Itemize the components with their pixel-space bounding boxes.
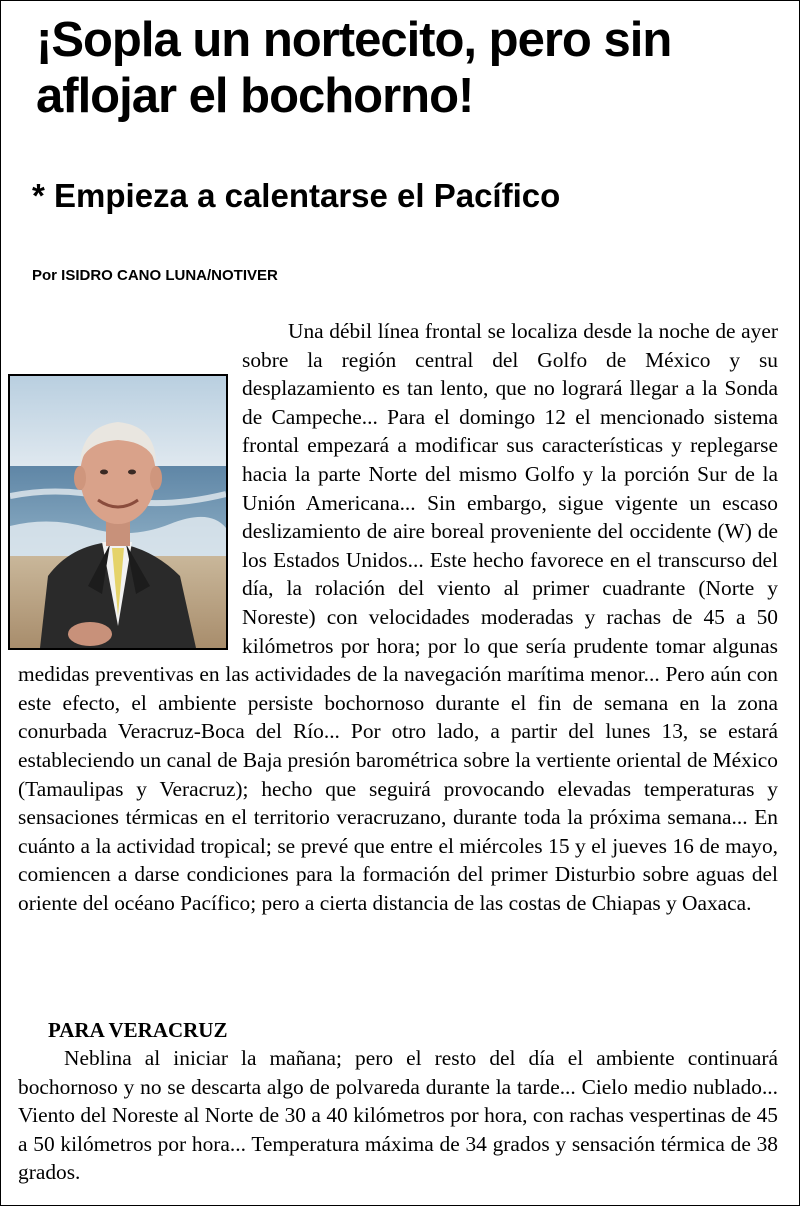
headline: ¡Sopla un nortecito, pero sin aflojar el bochorno! xyxy=(36,13,672,123)
article-paragraph-2 xyxy=(18,1044,778,1187)
author-photo-image xyxy=(10,376,226,648)
author-photo xyxy=(8,374,228,650)
article-paragraph-1 xyxy=(18,317,778,917)
paragraph-2-text: Neblina al iniciar la mañana; pero el resto del día el ambiente continuará bochornoso y no se descarta algo de polvareda durante la tarde... Cielo medio nublado... Viento del Noreste al Norte de 30 a 40 kilómetros por hora, con rachas vespertinas de 45 a 50 kilómetros por hora... Temperatura máxima de 34 grados y sensación térmica de 38 grados. xyxy=(18,1046,778,1185)
paragraph-1-text: Una débil línea frontal se localiza desde la noche de ayer sobre la región central del Golfo de México y su desplazamiento es tan lento, que no logrará llegar a la Sonda de Campeche... Para el domingo 12 el mencionado sistema frontal empezará a modificar sus características y replegarse hacia la parte Norte del mismo Golfo y la porción Sur de la Unión Americana... Sin embargo, sigue vigente un escaso deslizamiento de aire boreal proveniente del occidente (W) de los Estados Unidos... Este hecho favorece en el transcurso del día, la rolación del viento al primer cuadrante (Norte y Noreste) con velocidades moderadas y rachas de 45 a 50 kilómetros por hora; por lo que sería prudente tomar algunas medidas preventivas en las actividades de la navegación marítima menor... Pero aún con este efecto, el ambiente persiste bochornoso durante el fin de semana en la zona conurbada Veracruz-Boca del Río... Por otro lado, a partir del lunes 13, se estará estableciendo un canal de Baja presión barométrica sobre la vertiente oriental de México (Tamaulipas y Veracruz); hecho que seguirá provocando elevadas temperaturas y sensaciones térmicas en el territorio veracruzano, durante toda la próxima semana... En cuánto a la actividad tropical; se prevé que entre el miércoles 15 y el jueves 16 de mayo, comiencen a darse condiciones para la formación del primer Disturbio sobre aguas del oriente del océano Pacífico; pero a cierta distancia de las costas de Chiapas y Oaxaca. xyxy=(18,319,778,915)
byline: Por ISIDRO CANO LUNA/NOTIVER xyxy=(32,267,278,284)
section-title: PARA VERACRUZ xyxy=(48,1018,228,1042)
subheadline: * Empieza a calentarse el Pacífico xyxy=(32,177,561,214)
